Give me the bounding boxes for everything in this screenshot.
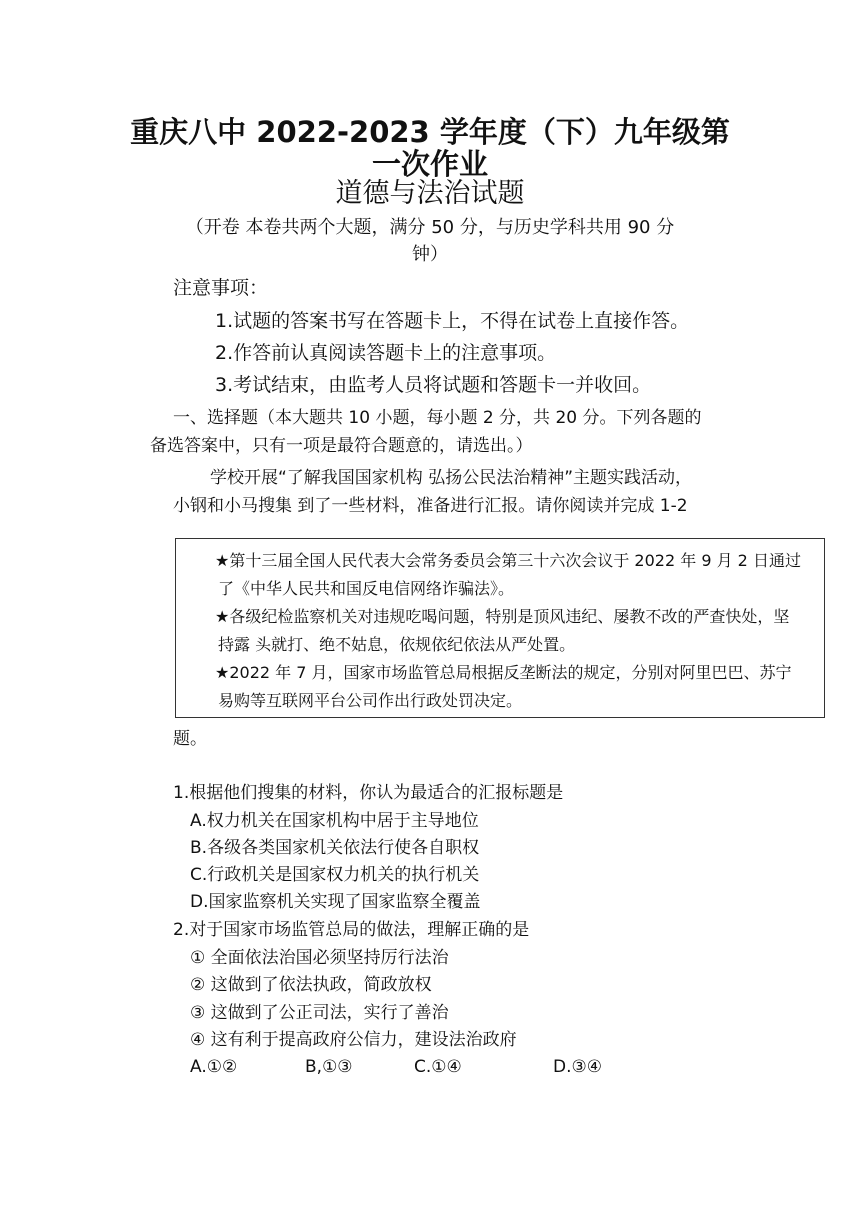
question-1-stem: 1.根据他们搜集的材料，你认为最适合的汇报标题是 <box>173 783 564 803</box>
intro-line-2: 小钢和小马搜集 到了一些材料，准备进行汇报。请你阅读并完成 1-2 <box>173 496 688 516</box>
material-2-line-2: 持露 头就打、绝不姑息，依规依纪依法从严处置。 <box>218 635 576 654</box>
question-1-option-d: D.国家监察机关实现了国家监察全覆盖 <box>190 892 481 912</box>
question-2-statement-3: ③ 这做到了公正司法，实行了善治 <box>190 1003 449 1023</box>
material-1-line-2: 了《中华人民共和国反电信网络诈骗法》。 <box>218 579 515 598</box>
question-1-option-b: B.各级各类国家机关依法行使各自职权 <box>190 838 480 858</box>
notice-heading: 注意事项： <box>173 277 269 299</box>
question-2-statement-2: ② 这做到了依法执政，简政放权 <box>190 975 432 995</box>
exam-title-line-1: 重庆八中 2022-2023 学年度（下）九年级第 <box>130 115 730 149</box>
material-3-line-2: 易购等互联网平台公司作出行政处罚决定。 <box>218 691 523 710</box>
notice-item-3: 3.考试结束，由监考人员将试题和答题卡一并收回。 <box>215 374 652 396</box>
exam-note-line-1: （开卷 本卷共两个大题，满分 50 分，与历史学科共用 90 分 <box>185 217 675 238</box>
notice-item-1: 1.试题的答案书写在答题卡上，不得在试卷上直接作答。 <box>215 310 690 332</box>
exam-title-line-2: 一次作业 <box>371 147 488 181</box>
question-2-choice-d: D.③④ <box>553 1057 602 1077</box>
section-heading-line-2: 备选答案中，只有一项是最符合题意的，请选出。） <box>150 436 533 456</box>
question-2-statement-4: ④ 这有利于提高政府公信力，建设法治政府 <box>190 1030 517 1050</box>
material-1-line-1: ★第十三届全国人民代表大会常务委员会第三十六次会议于 2022 年 9 月 2 日通过 <box>215 551 801 570</box>
notice-item-2: 2.作答前认真阅读答题卡上的注意事项。 <box>215 342 557 364</box>
question-1-option-c: C.行政机关是国家权力机关的执行机关 <box>190 865 480 885</box>
intro-line-3: 题。 <box>173 729 207 749</box>
question-2-statement-1: ① 全面依法治国必须坚持厉行法治 <box>190 948 449 968</box>
question-2-stem: 2.对于国家市场监管总局的做法，理解正确的是 <box>173 920 530 940</box>
question-2-choice-b: B,①③ <box>305 1057 353 1077</box>
exam-note-line-2: 钟） <box>412 244 448 265</box>
question-2-choice-a: A.①② <box>190 1057 238 1077</box>
intro-line-1: 学校开展“了解我国国家机构 弘扬公民法治精神”主题实践活动， <box>210 468 693 488</box>
material-2-line-1: ★各级纪检监察机关对违规吃喝问题，特别是顶风违纪、屡教不改的严查快处，坚 <box>215 607 790 626</box>
question-2-choice-c: C.①④ <box>414 1057 462 1077</box>
section-heading-line-1: 一、选择题（本大题共 10 小题，每小题 2 分，共 20 分。下列各题的 <box>173 408 702 428</box>
question-1-option-a: A.权力机关在国家机构中居于主导地位 <box>190 811 479 831</box>
material-3-line-1: ★2022 年 7 月，国家市场监管总局根据反垄断法的规定，分别对阿里巴巴、苏宁 <box>215 663 792 682</box>
exam-subject-title: 道德与法治试题 <box>335 178 525 209</box>
